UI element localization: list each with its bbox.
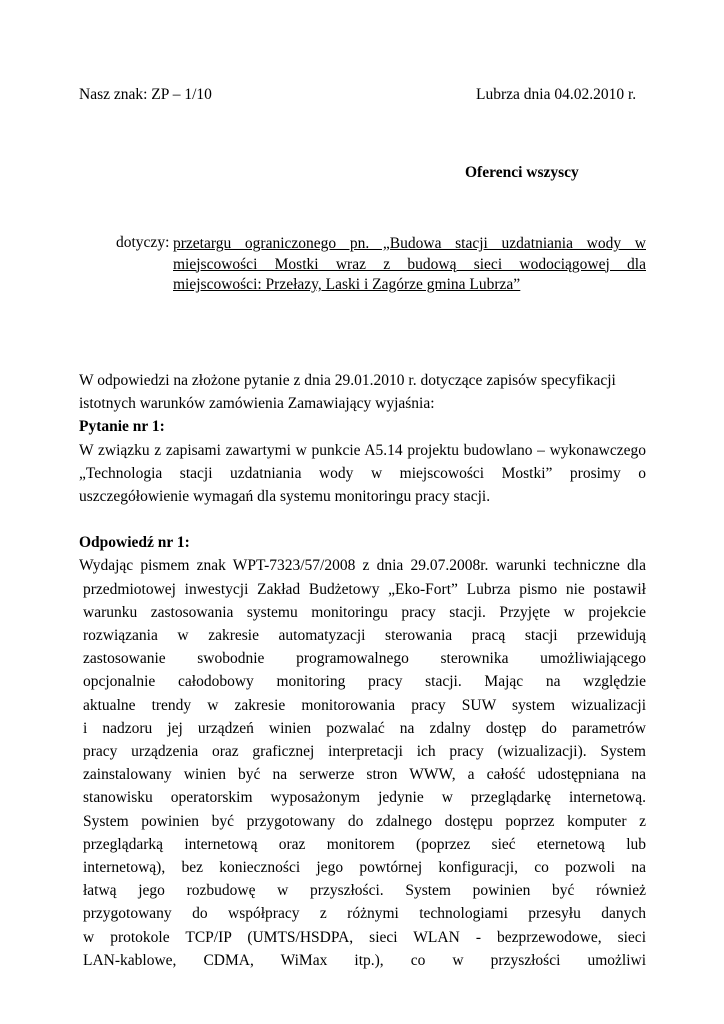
answer-paragraph — [79, 554, 646, 972]
answer-line: łatwą jego rozbudowę w przyszłości. System powinien być również — [83, 882, 646, 900]
answer-line: pracy urządzenia oraz graficznej interpretacji ich pracy (wizualizacji). System — [83, 743, 646, 761]
intro-line: istotnych warunków zamówienia Zamawiający wyjaśnia: — [79, 395, 435, 413]
question-line: uszczegółowienie wymagań dla systemu monitoringu pracy stacji. — [79, 488, 491, 506]
subject-text — [173, 234, 646, 296]
answer-line: aktualne trendy w zakresie monitorowania pracy SUW system wizualizacji — [83, 696, 646, 714]
letter-body — [79, 369, 646, 972]
recipient: Oferenci wszyscy — [465, 164, 579, 181]
question-line: „Technologia stacji uzdatniania wody w miejscowości Mostki” prosimy o — [79, 464, 646, 482]
answer-line: internetową), bez konieczności jego powtórnej konfiguracji, co pozwoli na — [83, 859, 646, 877]
answer-line: LAN-kablowe, CDMA, WiMax itp.), co w przyszłości umożliwi — [83, 951, 646, 969]
question-line: W związku z zapisami zawartymi w punkcie A5.14 projektu budowlano – wykonawczego — [79, 441, 646, 459]
intro-paragraph — [79, 369, 646, 415]
answer-line: zainstalowany winien być na serwerze stron WWW, a całość udostępniana na — [83, 766, 646, 784]
subject-label: dotyczy: — [116, 234, 170, 251]
answer-line: zastosowanie swobodnie programowalnego sterownika umożliwiającego — [83, 650, 646, 668]
answer-line: i nadzoru jej urządzeń winien pozwalać na zdalny dostęp do parametrów — [83, 719, 646, 737]
paragraph-spacer — [79, 508, 646, 531]
answer-line: przedmiotowej inwestycji Zakład Budżetowy „Eko-Fort” Lubrza pismo nie postawił — [83, 580, 646, 598]
answer-line: rozwiązania w zakresie automatyzacji sterowania pracą stacji przewidują — [83, 627, 646, 645]
subject-line: miejscowości Mostki wraz z budową sieci wodociągowej dla — [173, 255, 646, 273]
answer-heading: Odpowiedź nr 1: — [79, 534, 190, 552]
answer-line: przeglądarką internetową oraz monitorem (poprzez sieć eternetową lub — [83, 835, 646, 853]
answer-line: System powinien być przygotowany do zdalnego dostępu poprzez komputer z — [83, 812, 646, 830]
answer-line: w protokole TCP/IP (UMTS/HSDPA, sieci WLAN - bezprzewodowe, sieci — [83, 928, 646, 946]
answer-line: stanowisku operatorskim wyposażonym jedynie w przeglądarkę internetową. — [83, 789, 646, 807]
date-place: Lubrza dnia 04.02.2010 r. — [476, 86, 637, 103]
intro-line: W odpowiedzi na złożone pytanie z dnia 29.01.2010 r. dotyczące zapisów specyfikacji — [79, 372, 616, 389]
answer-line: opcjonalnie całodobowy monitoring pracy stacji. Mając na względzie — [83, 673, 646, 691]
subject-line: miejscowości: Przełazy, Laski i Zagórze gmina Lubrza” — [173, 276, 521, 293]
reference-number: Nasz znak: ZP – 1/10 — [79, 86, 212, 103]
subject-line: przetargu ograniczonego pn. „Budowa stacji uzdatniania wody w — [173, 235, 646, 252]
answer-line: Wydając pismem znak WPT-7323/57/2008 z dnia 29.07.2008r. warunki techniczne dla — [79, 557, 646, 575]
answer-line: przygotowany do współpracy z różnymi technologiami przesyłu danych — [83, 905, 646, 923]
question-heading: Pytanie nr 1: — [79, 418, 165, 436]
question-paragraph — [79, 439, 646, 509]
answer-line: warunku zastosowania systemu monitoringu pracy stacji. Przyjęte w projekcie — [83, 603, 646, 621]
